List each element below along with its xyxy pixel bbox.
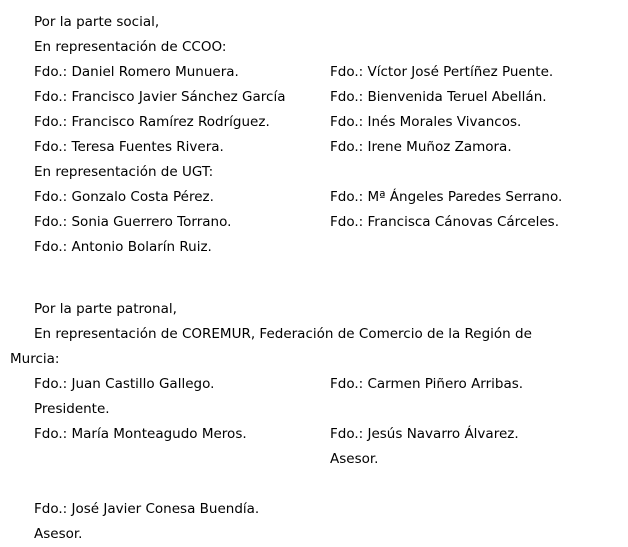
signature-left: Asesor. [34, 526, 83, 542]
signature-right: Fdo.: Carmen Piñero Arribas. [330, 376, 524, 392]
coremur-subheading-line-2 [0, 347, 628, 372]
signature-left: Fdo.: José Javier Conesa Buendía. [34, 501, 260, 517]
signature-row [0, 210, 628, 235]
signature-right: Fdo.: Mª Ángeles Paredes Serrano. [330, 189, 563, 205]
signature-right: Fdo.: Inés Morales Vivancos. [330, 114, 522, 130]
signature-right: Fdo.: Francisca Cánovas Cárceles. [330, 214, 560, 230]
signature-row [0, 372, 628, 397]
social-heading: Por la parte social, [34, 14, 160, 30]
signature-left: Fdo.: Gonzalo Costa Pérez. [34, 189, 214, 205]
signature-left: Fdo.: Antonio Bolarín Ruiz. [34, 239, 212, 255]
signature-left: Fdo.: Francisco Ramírez Rodríguez. [34, 114, 270, 130]
signature-left: Fdo.: María Monteagudo Meros. [34, 426, 247, 442]
patronal-heading: Por la parte patronal, [34, 301, 177, 317]
signature-left: Fdo.: Francisco Javier Sánchez García [34, 89, 286, 105]
signature-right: Fdo.: Bienvenida Teruel Abellán. [330, 89, 547, 105]
ccoo-subheading-line [0, 35, 628, 60]
signature-row [0, 235, 628, 260]
signature-right: Asesor. [330, 451, 379, 467]
signature-row [0, 422, 628, 447]
social-heading-line [0, 10, 628, 35]
coremur-subheading-1: En representación de COREMUR, Federación de Comercio de la Región de [34, 326, 532, 342]
signature-right: Fdo.: Jesús Navarro Álvarez. [330, 426, 519, 442]
signature-row [0, 85, 628, 110]
signature-row [0, 522, 628, 547]
coremur-subheading-line-1 [0, 322, 628, 347]
signature-left: Presidente. [34, 401, 110, 417]
section-spacer-small [0, 285, 628, 297]
signature-row [0, 497, 628, 522]
signature-row [0, 397, 628, 422]
signature-left: Fdo.: Sonia Guerrero Torrano. [34, 214, 232, 230]
ugt-subheading-line [0, 160, 628, 185]
signature-row [0, 185, 628, 210]
signature-right: Fdo.: Víctor José Pertíñez Puente. [330, 64, 554, 80]
patronal-heading-line [0, 297, 628, 322]
signature-row [0, 135, 628, 160]
ccoo-subheading: En representación de CCOO: [34, 39, 227, 55]
coremur-subheading-2: Murcia: [10, 351, 60, 367]
signature-left: Fdo.: Juan Castillo Gallego. [34, 376, 215, 392]
signature-right: Fdo.: Irene Muñoz Zamora. [330, 139, 512, 155]
signature-row [0, 447, 628, 472]
signature-left: Fdo.: Teresa Fuentes Rivera. [34, 139, 224, 155]
signature-row [0, 110, 628, 135]
signature-left: Fdo.: Daniel Romero Munuera. [34, 64, 239, 80]
section-spacer [0, 260, 628, 285]
ugt-subheading: En representación de UGT: [34, 164, 214, 180]
signature-row [0, 472, 628, 497]
signature-row [0, 60, 628, 85]
